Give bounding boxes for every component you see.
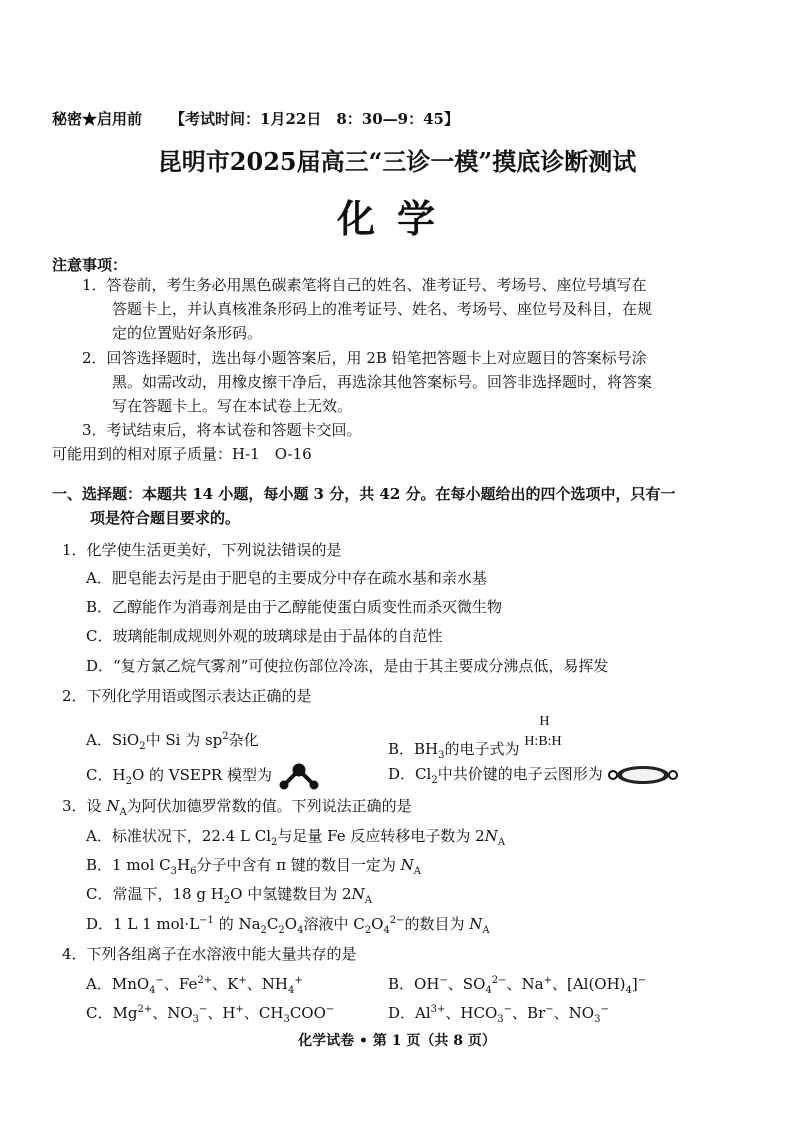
q1-option-c: C．玻璃能制成规则外观的玻璃球是由于晶体的自范性 [86, 627, 443, 645]
q4-stem: 4．下列各组离子在水溶液中能大量共存的是 [62, 945, 357, 963]
subject-title: 化学 [336, 196, 457, 241]
water-vsepr-model-icon [277, 762, 321, 790]
q3-option-a: A．标准状况下，22.4 L $Cl_2$与足量 Fe 反应转移电子数为 $2N_A$ [86, 827, 506, 848]
secret-label: 秘密★启用前 [52, 110, 143, 128]
q4-option-d: D．$Al^{3+}$、$HCO_3^-$、Br−、$NO_3^-$ [388, 1004, 609, 1025]
notice-item-1-line-3: 定的位置贴好条形码。 [112, 324, 263, 342]
q3-option-b: B．1 mol $C_3H_6$分子中含有 π 键的数目一定为 $N_A$ [86, 856, 422, 877]
q1-option-d: D．“复方氯乙烷气雾剂”可使拉伤部位冷冻，是由于其主要成分沸点低，易挥发 [86, 657, 609, 675]
q4-option-a: A．MnO$_4$−、$Fe^{2+}$、K+、$NH_4^+$ [86, 975, 303, 996]
q2-stem: 2．下列化学用语或图示表达正确的是 [62, 687, 312, 705]
notice-item-2-line-3: 写在答题卡上。写在本试卷上无效。 [112, 397, 353, 415]
notice-item-2-line-2: 黑。如需改动，用橡皮擦干净后，再选涂其他答案标号。回答非选择题时，将答案 [112, 373, 653, 391]
atomic-mass-note: 可能用到的相对原子质量：H-1 O-16 [52, 445, 312, 463]
notice-item-1-line-2: 答题卡上，并认真核准条形码上的准考证号、姓名、考场号、座位号及科目，在规 [112, 300, 653, 318]
notice-item-2-line-1: 2．回答选择题时，选出每小题答案后，用 2B 铅笔把答题卡上对应题目的答案标号涂 [82, 349, 647, 367]
q3-option-d: D．1 L 1 $mol\cdot L^{-1}$ 的 $Na_2C_2O_4$溶液中 $C_2O_4^{2-}$的数目为 $N_A$ [86, 915, 490, 936]
notice-heading: 注意事项： [52, 256, 128, 274]
notice-item-1-line-1: 1．答卷前，考生务必用黑色碳素笔将自己的姓名、准考证号、考场号、座位号填写在 [82, 276, 647, 294]
notice-item-3: 3．考试结束后，将本试卷和答题卡交回。 [82, 421, 362, 439]
q2-option-a: A．SiO$_2$中 Si 为 $sp^2$杂化 [86, 731, 259, 752]
q4-option-c: C．$Mg^{2+}$、$NO_3^-$、H+、$CH_3COO^-$ [86, 1004, 335, 1025]
page-footer: 化学试卷 • 第 1 页（共 8 页） [298, 1033, 496, 1049]
section-1-instruction-cont: 项是符合题目要求的。 [90, 509, 241, 527]
q4-option-b: B．OH−、$SO_4^{2-}$、Na+、$[Al(OH)_4]^-$ [388, 975, 647, 996]
q1-option-b: B．乙醇能作为消毒剂是由于乙醇能使蛋白质变性而杀灭微生物 [86, 598, 503, 616]
q3-option-c: C．常温下，18 g $H_2O$ 中氢键数目为 $2N_A$ [86, 885, 372, 906]
q3-stem: 3．设 $N_A$为阿伏加德罗常数的值。下列说法正确的是 [62, 797, 412, 818]
electron-cloud-icon [607, 764, 679, 786]
q1-option-a: A．肥皂能去污是由于肥皂的主要成分中存在疏水基和亲水基 [86, 569, 487, 587]
q1-stem: 1．化学使生活更美好，下列说法错误的是 [62, 541, 342, 559]
q2-option-c: C．$H_2O$ 的 VSEPR 模型为 [86, 762, 321, 790]
exam-header [52, 108, 459, 129]
q2-option-d: D．$Cl_2$中共价键的电子云图形为 [388, 762, 679, 786]
section-1-instruction: 一、选择题：本题共 14 小题，每小题 3 分，共 42 分。在每小题给出的四个选项中，只有一 [52, 485, 676, 503]
bh3-lewis-structure: H H:B:H [524, 714, 562, 749]
exam-time: 【考试时间：1月22日 8：30—9：45】 [170, 110, 459, 128]
q2-option-b: B．$BH_3$的电子式为 H H:B:H [388, 728, 564, 761]
exam-title: 昆明市2025届高三“三诊一模”摸底诊断测试 [157, 147, 637, 176]
